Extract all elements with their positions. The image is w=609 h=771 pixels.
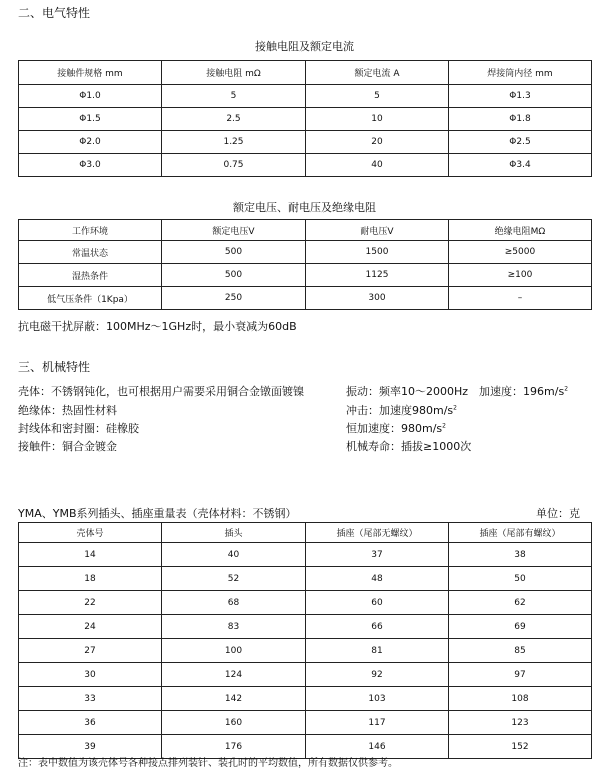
table-cell: Φ3.4 — [449, 154, 592, 177]
table-cell: 117 — [306, 711, 449, 735]
table-cell: 20 — [306, 131, 449, 154]
mech-spec-insulator: 绝缘体：热固性材料 — [18, 404, 117, 417]
table-cell: 68 — [162, 591, 306, 615]
column-header: 额定电压V — [162, 220, 306, 241]
emi-note: 抗电磁干扰屏蔽：100MHz～1GHz时，最小衰减为60dB — [18, 320, 297, 333]
table-cell: 22 — [19, 591, 162, 615]
table-cell: 97 — [449, 663, 592, 687]
column-header: 插座（尾部有螺纹） — [449, 523, 592, 543]
table-cell: ≥5000 — [449, 241, 592, 264]
section3-heading: 三、机械特性 — [18, 360, 91, 374]
table-cell: 300 — [306, 287, 449, 310]
column-header: 插头 — [162, 523, 306, 543]
column-header: 绝缘电阻MΩ — [449, 220, 592, 241]
table-cell: 5 — [306, 85, 449, 108]
table-cell: Φ2.0 — [19, 131, 162, 154]
table-cell: 14 — [19, 543, 162, 567]
table1-caption: 接触电阻及额定电流 — [255, 40, 354, 53]
table-cell: 24 — [19, 615, 162, 639]
table-cell: 0.75 — [162, 154, 306, 177]
table-cell: Φ1.8 — [449, 108, 592, 131]
table-cell: 40 — [306, 154, 449, 177]
table-cell: 常温状态 — [19, 241, 162, 264]
weight-table-title: YMA、YMB系列插头、插座重量表（壳体材料：不锈钢） — [18, 507, 297, 520]
table-row — [19, 241, 592, 264]
table-cell: 5 — [162, 85, 306, 108]
table-cell: 1.25 — [162, 131, 306, 154]
table-cell: Φ2.5 — [449, 131, 592, 154]
table-cell: 27 — [19, 639, 162, 663]
table-cell: Φ1.3 — [449, 85, 592, 108]
contact-resistance-table — [18, 60, 592, 177]
table-cell: 40 — [162, 543, 306, 567]
table-cell: 1125 — [306, 264, 449, 287]
column-header: 工作环境 — [19, 220, 162, 241]
table-row — [19, 567, 592, 591]
mech-spec-shock: 冲击：加速度$980m/s^2$ — [346, 404, 457, 417]
table-cell: 123 — [449, 711, 592, 735]
mech-spec-shell: 壳体：不锈钢钝化，也可根据用户需要采用铜合金镦面镀镍 — [18, 385, 304, 398]
table-row — [19, 85, 592, 108]
section2-heading: 二、电气特性 — [18, 6, 91, 20]
table-cell: – — [449, 287, 592, 310]
table-cell: 38 — [449, 543, 592, 567]
column-header: 壳体号 — [19, 523, 162, 543]
table-cell: 62 — [449, 591, 592, 615]
column-header: 耐电压V — [306, 220, 449, 241]
table-row — [19, 543, 592, 567]
table-cell: Φ3.0 — [19, 154, 162, 177]
table-row — [19, 591, 592, 615]
table-cell: 85 — [449, 639, 592, 663]
table-row — [19, 615, 592, 639]
table-cell: Φ1.5 — [19, 108, 162, 131]
table-cell: 18 — [19, 567, 162, 591]
table-cell: 33 — [19, 687, 162, 711]
table2-caption: 额定电压、耐电压及绝缘电阻 — [233, 201, 376, 214]
table-cell: 152 — [449, 735, 592, 759]
table-cell: 92 — [306, 663, 449, 687]
weight-table-footnote: 注：表中数值为该壳体号各种接点排列装针、装孔时的平均数值，所有数据仅供参考。 — [18, 758, 398, 769]
table-cell: 37 — [306, 543, 449, 567]
table-cell: 66 — [306, 615, 449, 639]
mech-spec-vibration: 振动：频率10～2000Hz 加速度：$196m/s^2$ — [346, 385, 569, 398]
table-cell: 69 — [449, 615, 592, 639]
weight-table-unit: 单位：克 — [536, 507, 580, 520]
table-cell: 500 — [162, 264, 306, 287]
table-cell: 湿热条件 — [19, 264, 162, 287]
table-row — [19, 639, 592, 663]
table-row — [19, 108, 592, 131]
table-cell: 250 — [162, 287, 306, 310]
table-cell: 50 — [449, 567, 592, 591]
table-row — [19, 154, 592, 177]
table-cell: 142 — [162, 687, 306, 711]
table-cell: Φ1.0 — [19, 85, 162, 108]
table-cell: 52 — [162, 567, 306, 591]
mech-spec-const-accel: 恒加速度：$980m/s^2$ — [346, 422, 446, 435]
table-row — [19, 663, 592, 687]
table-cell: 36 — [19, 711, 162, 735]
table-cell: 30 — [19, 663, 162, 687]
table-row — [19, 711, 592, 735]
table-row — [19, 131, 592, 154]
table-cell: 39 — [19, 735, 162, 759]
mech-spec-life: 机械寿命：插拔≥1000次 — [346, 440, 472, 453]
column-header: 额定电流 A — [306, 61, 449, 85]
mech-spec-seal: 封线体和密封圈：硅橡胶 — [18, 422, 139, 435]
table-row — [19, 287, 592, 310]
table-cell: 2.5 — [162, 108, 306, 131]
table-cell: 1500 — [306, 241, 449, 264]
table-cell: 10 — [306, 108, 449, 131]
table-cell: 108 — [449, 687, 592, 711]
table-cell: 146 — [306, 735, 449, 759]
weight-table — [18, 522, 592, 759]
column-header: 插座（尾部无螺纹） — [306, 523, 449, 543]
table-cell: 低气压条件（1Kpa） — [19, 287, 162, 310]
table-cell: 500 — [162, 241, 306, 264]
table-cell: 60 — [306, 591, 449, 615]
voltage-insulation-table — [18, 219, 592, 310]
table-row — [19, 687, 592, 711]
table-cell: 124 — [162, 663, 306, 687]
table-cell: 160 — [162, 711, 306, 735]
table-row — [19, 264, 592, 287]
table-cell: 176 — [162, 735, 306, 759]
table-cell: 100 — [162, 639, 306, 663]
table-cell: 103 — [306, 687, 449, 711]
table-cell: 81 — [306, 639, 449, 663]
column-header: 接触件规格 mm — [19, 61, 162, 85]
table-cell: 48 — [306, 567, 449, 591]
table-cell: ≥100 — [449, 264, 592, 287]
column-header: 焊接筒内径 mm — [449, 61, 592, 85]
table-cell: 83 — [162, 615, 306, 639]
mech-spec-contact: 接触件：铜合金镀金 — [18, 440, 117, 453]
column-header: 接触电阻 mΩ — [162, 61, 306, 85]
